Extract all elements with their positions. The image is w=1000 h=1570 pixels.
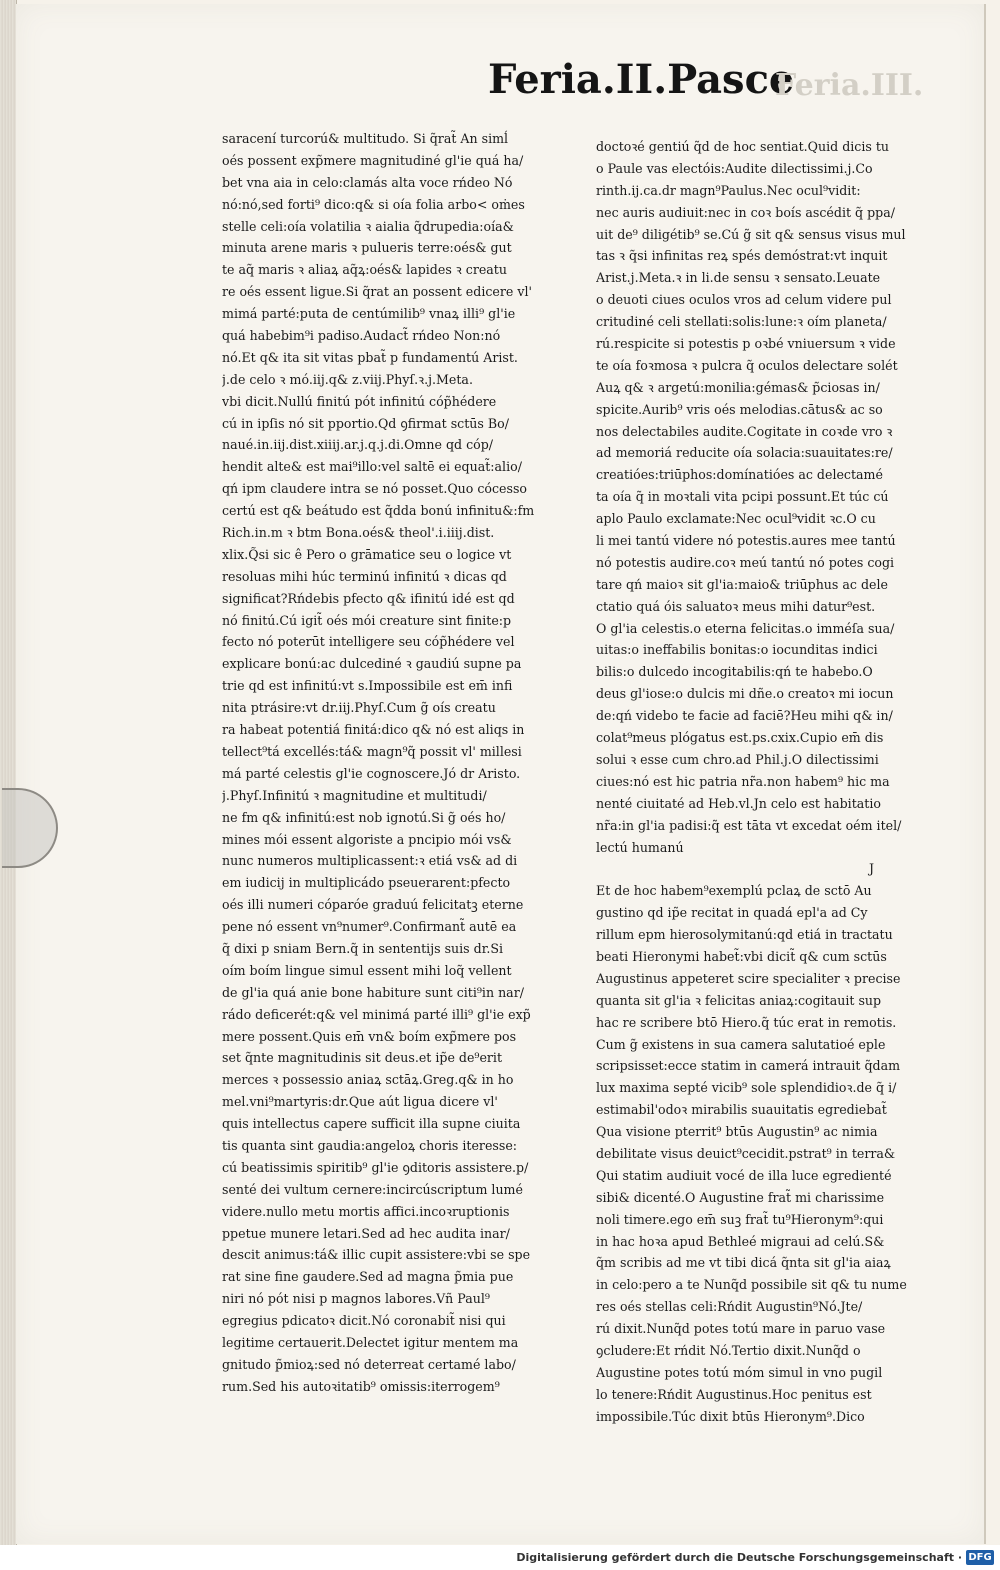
text-line: nunc numeros multiplicassent:ꝛ etiá vs& ad di bbox=[222, 853, 518, 869]
text-line: em iudicij in multiplicádo pseuerarent:pfecto bbox=[222, 875, 511, 891]
text-line: ppetue munere letari.Sed ad hec audita inar/ bbox=[222, 1225, 510, 1241]
text-line: lo tenere:Rńdit Augustinus.Hoc penitus est bbox=[596, 1386, 872, 1402]
text-line: lectú humanú bbox=[596, 839, 684, 855]
text-line: ad memoriá reducite oía solacia:suauitates:re/ bbox=[596, 445, 893, 461]
text-line: lux maxima septé vicib⁹ sole splendidioꝛ.de q̃ i/ bbox=[596, 1080, 897, 1096]
text-line: egregius pdicatoꝛ dicit.Nó coronabit̃ nisi qui bbox=[222, 1313, 506, 1329]
text-line: tas ꝛ q̃si infinitas reꝝ spés demóstrat:vt inquit bbox=[596, 248, 888, 264]
text-line: oés illi numeri cóparóe graduú felicitatꝫ eterne bbox=[222, 897, 524, 913]
text-line: ctatio quá óis saluatoꝛ meus mihi datur⁹est. bbox=[596, 598, 876, 614]
text-line: j.de celo ꝛ mó.iij.q& z.viij.Phyſ.ꝛ.j.Meta. bbox=[222, 371, 473, 387]
text-line: Rich.in.m ꝛ btm Bona.oés& theol'.i.iiij.dist. bbox=[222, 525, 495, 541]
text-line: O gl'ia celestis.o eterna felicitas.o imméſa sua/ bbox=[596, 620, 895, 636]
text-line: sibi& dicenté.O Augustine frat̃ mi charissime bbox=[596, 1189, 885, 1205]
text-line: li mei tantú videre nó potestis.aures mee tantú bbox=[596, 533, 896, 549]
text-line: bet vna aia in celo:clamás alta voce rńdeo Nó bbox=[222, 174, 513, 190]
text-line: q̃m scribis ad me vt tibi dicá q̃nta sit gl'ia aiaꝝ bbox=[596, 1255, 891, 1271]
text-line: tellect⁹tá excellés:tá& magn⁹q̃ possit vl' millesi bbox=[222, 743, 522, 759]
text-line: má parté celestis gl'ie cognoscere.Jó dr Aristo. bbox=[222, 765, 521, 781]
text-line: scripsisset:ecce statim in camerá intrauit q̃dam bbox=[596, 1058, 901, 1074]
text-line: spicite.Aurib⁹ vris oés melodias.cātus& ac so bbox=[596, 401, 883, 417]
text-line: nita ptrásire:vt dr.iij.Phyſ.Cum g̃ oís creatu bbox=[222, 700, 496, 716]
text-line: estimabil'odoꝛ mirabilis suauitatis egrediebat̃ bbox=[596, 1102, 887, 1118]
show-through-heading: Feria.III. bbox=[775, 68, 924, 103]
text-line: significat?Rńdebis pfecto q& ifinitú idé est qd bbox=[222, 590, 515, 606]
text-line: vbi dicit.Nullú finitú pót infinitú cóp̃hédere bbox=[222, 393, 497, 409]
text-line: nó.Et q& ita sit vitas pbat̃ p fundamentú Arist. bbox=[222, 349, 518, 365]
text-line: cú beatissimis spiritib⁹ gl'ie ꝯditoris assistere.p/ bbox=[222, 1159, 529, 1175]
text-line: uitas:o ineffabilis bonitas:o iocunditas indici bbox=[596, 642, 878, 658]
text-line: rillum epm hierosolymitanú:qd etiá in tractatu bbox=[596, 927, 893, 943]
text-line: noli timere.ego em̄ suꝫ frat̃ tu⁹Hieronym⁹:qui bbox=[596, 1211, 884, 1227]
text-line: te oía foꝛmosa ꝛ pulcra q̃ oculos delectare solét bbox=[596, 357, 898, 373]
text-line: ciues:nó est hic patria nr̃a.non habem⁹ hic ma bbox=[596, 773, 890, 789]
text-line: aplo Paulo exclamate:Nec ocul⁹vidit ꝛc.O cu bbox=[596, 511, 876, 527]
book-fore-edge bbox=[0, 0, 17, 1545]
text-line: saracení turcorú& multitudo. Si q̃rat̃ An simĺ bbox=[222, 131, 509, 146]
text-line: solui ꝛ esse cum chro.ad Phil.j.O dilectissimi bbox=[596, 751, 879, 767]
text-line: deus gl'iose:o dulcis mi dñe.o creatoꝛ mi iocun bbox=[596, 686, 894, 702]
text-line: Augustinus appeteret scire specialiter ꝛ precise bbox=[596, 970, 901, 986]
text-line: mere possent.Quis em̄ vn& boím exp̃mere pos bbox=[222, 1028, 517, 1044]
text-line: uit de⁹ diligétib⁹ se.Cú g̃ sit q& sensus visus mul bbox=[596, 226, 906, 242]
text-line: Augustine potes totú móm simul in vno pugil bbox=[596, 1364, 883, 1380]
text-line: Et de hoc habem⁹exemplú pclaꝝ de sctō Au bbox=[596, 883, 872, 899]
text-line: ne fm q& infinitú:est nob ignotú.Si g̃ oés ho/ bbox=[222, 809, 506, 825]
text-line: rú.respicite si potestis p oꝛbé vniuersum ꝛ vide bbox=[596, 336, 896, 352]
text-line: niri nó pót nisi p magnos labores.Vñ Paul⁹ bbox=[222, 1291, 490, 1307]
text-line: Arist.j.Meta.ꝛ in li.de sensu ꝛ sensato.Leuate bbox=[596, 270, 881, 286]
text-line: de gl'ia quá anie bone habiture sunt citi⁹in nar/ bbox=[222, 984, 524, 1000]
text-line: in hac hoꝛa apud Bethleé migraui ad celú.S& bbox=[596, 1233, 885, 1249]
running-head: Feria.II.Pasce bbox=[488, 56, 795, 103]
text-line: Cum g̃ existens in sua camera salutatioé eple bbox=[596, 1036, 886, 1052]
text-line: hendit alte& est mai⁹illo:vel saltē ei equat̃:alio/ bbox=[222, 459, 522, 475]
text-line: pene nó essent vn⁹numer⁹.Confirmant̃ autē ea bbox=[222, 919, 517, 935]
text-line: quanta sit gl'ia ꝛ felicitas aniaꝝ:cogitauit sup bbox=[596, 992, 882, 1008]
text-line: quá habebim⁹i padiso.Audact̃ rńdeo Non:nó bbox=[222, 328, 501, 344]
text-line: fecto nó poterūt intelligere seu cóp̃hédere vel bbox=[222, 634, 515, 650]
text-line: nenté ciuitaté ad Heb.vl.Jn celo est habitatio bbox=[596, 795, 881, 811]
text-line: te aq̃ maris ꝛ aliaꝝ aq̃ꝝ:oés& lapides ꝛ creatu bbox=[222, 262, 507, 278]
text-line: rinth.ij.ca.dr magn⁹Paulus.Nec ocul⁹vidit: bbox=[596, 182, 861, 198]
text-line: xlix.Q̃si sic ê Pero o grāmatice seu o logice vt bbox=[222, 546, 512, 562]
text-line: rú dixit.Nunq̃d potes totú mare in paruo vase bbox=[596, 1321, 886, 1337]
text-line: gnitudo p̃mioꝝ:sed nó deterreat certamé labo/ bbox=[222, 1356, 516, 1372]
text-line: minuta arene maris ꝛ pulueris terre:oés& gut bbox=[222, 240, 512, 256]
left-text-column bbox=[222, 128, 582, 1398]
text-line: merces ꝛ possessio aniaꝝ sctāꝝ.Greg.q& in ho bbox=[222, 1072, 514, 1088]
text-line: mines mói essent algoriste a pncipio mói vs& bbox=[222, 831, 512, 847]
text-line: trie qd est infinitú:vt s.Impossibile est em̄ infi bbox=[222, 678, 513, 694]
text-line: explicare bonú:ac dulcediné ꝛ gaudiú supne pa bbox=[222, 656, 522, 672]
text-line: doctoꝛé gentiú q̃d de hoc sentiat.Quid dicis tu bbox=[596, 139, 890, 154]
text-line: creatióes:triūphos:domínatióes ac delectamé bbox=[596, 467, 883, 483]
text-line: resoluas mihi húc terminú infinitú ꝛ dicas qd bbox=[222, 568, 507, 584]
text-line: ta oía q̃ in moꝛtali vita pcipi possunt.Et túc cú bbox=[596, 489, 889, 505]
text-line: tis quanta sint gaudia:angeloꝝ choris iteresse: bbox=[222, 1137, 518, 1153]
text-line: legitime certauerit.Delectet igitur mentem ma bbox=[222, 1334, 519, 1350]
text-line: mimá parté:puta de centúmilib⁹ vnaꝝ illi⁹ gl'ie bbox=[222, 306, 516, 322]
text-line: debilitate visus deuict⁹cecidit.pstrat⁹ in terra& bbox=[596, 1145, 896, 1161]
right-text-column bbox=[596, 136, 964, 1428]
text-line: senté dei vultum cernere:incircúscriptum lumé bbox=[222, 1181, 523, 1197]
text-line: nó:nó,sed forti⁹ dico:q& si oía folia arbo< oṁes bbox=[222, 196, 525, 212]
text-line: rat sine fine gaudere.Sed ad magna p̃mia pue bbox=[222, 1269, 514, 1285]
text-line: mel.vni⁹martyris:dr.Que aút ligua dicere vl' bbox=[222, 1094, 498, 1110]
text-line: naué.in.iij.dist.xiiij.ar.j.q.j.di.Omne qd cóp/ bbox=[222, 437, 494, 453]
text-line: bilis:o dulcedo incogitabilis:qń te habebo.O bbox=[596, 664, 873, 680]
text-line: set q̃nte magnitudinis sit deus.et ip̃e de⁹erit bbox=[222, 1050, 503, 1066]
text-line: Qui statim audiuit vocé de illa luce egredienté bbox=[596, 1167, 892, 1183]
text-line: descit animus:tá& illic cupit assistere:vbi se spe bbox=[222, 1247, 531, 1263]
text-line: videre.nullo metu mortis affici.incoꝛruptionis bbox=[222, 1203, 510, 1219]
text-line: nó finitú.Cú igit̃ oés mói creature sint finite:p bbox=[222, 612, 512, 628]
text-line: nó potestis audire.coꝛ meú tantú nó potes cogi bbox=[596, 554, 895, 570]
text-line: o Paule vas electóis:Audite dilectissimi.j.Co bbox=[596, 160, 873, 176]
text-line: oím boím lingue simul essent mihi loq̃ vellent bbox=[222, 962, 512, 978]
text-line: colat⁹meus plógatus est.ps.cxix.Cupio em̄ dis bbox=[596, 730, 884, 746]
text-line: beati Hieronymi habet̃:vbi dicit̃ q& cum sctūs bbox=[596, 948, 887, 964]
text-line: rum.Sed his autoꝛitatib⁹ omissis:iterrogem⁹ bbox=[222, 1378, 500, 1394]
digitization-footer bbox=[0, 1545, 1000, 1570]
text-line: ra habeat potentiá finitá:dico q& nó est aliqs in bbox=[222, 722, 525, 738]
text-line: nec auris audiuit:nec in coꝛ boís ascédit q̃ ppa/ bbox=[596, 204, 895, 220]
text-line: j.Phyſ.Infinitú ꝛ magnitudine et multitudi/ bbox=[222, 787, 487, 803]
text-line: oés possent exp̃mere magnitudiné gl'ie quá ha/ bbox=[222, 152, 524, 168]
text-line: cú in ipſis nó sit pportio.Qd ꝯfirmat sctūs Bo/ bbox=[222, 415, 509, 431]
catchword: J bbox=[868, 861, 874, 877]
funding-credit: Digitalisierung gefördert durch die Deutsche Forschungsgemeinschaft · bbox=[516, 1551, 962, 1564]
text-line: critudiné celi stellati:solis:lune:ꝛ oím planeta/ bbox=[596, 314, 887, 330]
text-line: certú est q& beátudo est q̃dda bonú infinitu&:fm bbox=[222, 503, 535, 519]
dfg-logo-icon: DFG bbox=[966, 1550, 994, 1565]
text-line: impossibile.Túc dixit btūs Hieronym⁹.Dico bbox=[596, 1408, 865, 1424]
text-line: quis intellectus capere sufficit illa supne ciuita bbox=[222, 1116, 521, 1132]
text-line: q̃ dixi p sniam Bern.q̃ in sententijs suis dr.Si bbox=[222, 940, 503, 956]
text-line: o deuoti ciues oculos vros ad celum videre pul bbox=[596, 292, 892, 308]
text-line: nos delectabiles audite.Cogitate in coꝛde vro ꝛ bbox=[596, 423, 893, 439]
text-line: de:qń videbo te facie ad faciē?Heu mihi q& in/ bbox=[596, 708, 893, 724]
text-line: res oés stellas celi:Rńdit Augustin⁹Nó.Jte/ bbox=[596, 1299, 863, 1315]
text-line: stelle celi:oía volatilia ꝛ aialia q̃drupedia:oía& bbox=[222, 218, 514, 234]
text-line: Qua visione pterrit⁹ btūs Augustin⁹ ac nimia bbox=[596, 1124, 878, 1140]
text-line: tare qń maioꝛ sit gl'ia:maio& triūphus ac dele bbox=[596, 576, 888, 592]
text-line: ꝯcludere:Et rńdit Nó.Tertio dixit.Nunq̃d o bbox=[596, 1342, 861, 1358]
text-line: re oés essent ligue.Si q̃rat an possent edicere vl' bbox=[222, 284, 532, 300]
text-line: qń ipm claudere intra se nó posset.Quo cócesso bbox=[222, 481, 528, 497]
text-line: Auꝝ q& ꝛ argetú:monilia:gémas& p̃ciosas in/ bbox=[596, 379, 880, 395]
text-line: hac re scribere btō Hiero.q̃ túc erat in remotis. bbox=[596, 1014, 897, 1030]
text-line: rádo deficerét:q& vel minimá parté illi⁹ gl'ie exp̃ bbox=[222, 1006, 531, 1022]
text-line: gustino qd ip̃e recitat in quadá epl'a ad Cy bbox=[596, 905, 868, 921]
text-line: nr̃a:in gl'ia padisi:q̃ est tāta vt excedat oém itel/ bbox=[596, 817, 902, 833]
text-line: in celo:pero a te Nunq̃d possibile sit q& tu nume bbox=[596, 1277, 907, 1293]
